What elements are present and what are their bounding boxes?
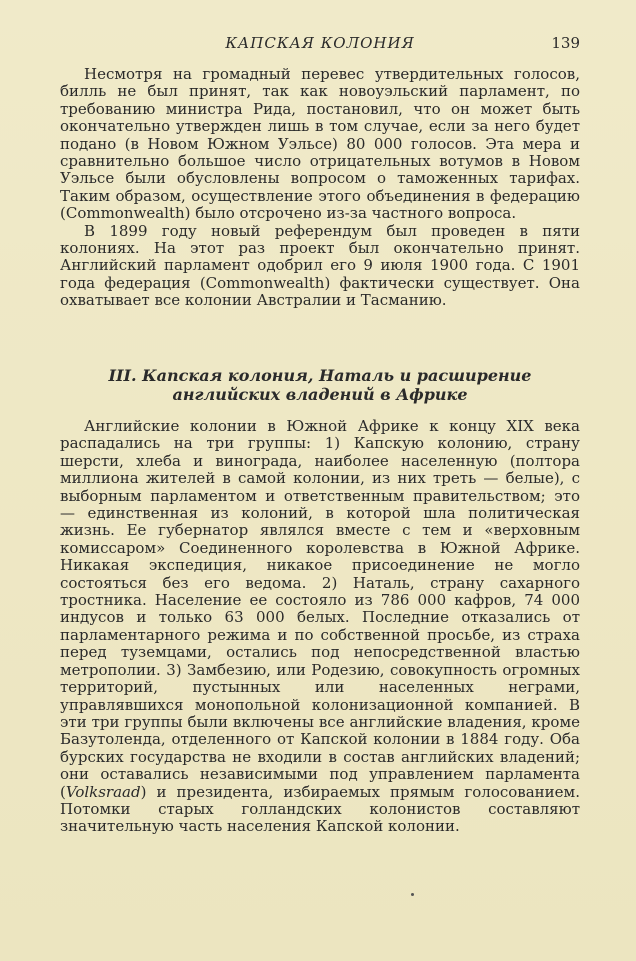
section-heading-line-2: английских владений в Африке xyxy=(172,385,468,404)
paragraph-3-part-1: Английские колонии в Южной Африке к концу XIX века распадались на три группы: 1) Капскую колонию, страну шерсти, хлеба и винограда, наиболее населенную (полтора миллиона жителей в самой колонии, из них треть — белые), с выборным парламентом и ответственным правительством; это — единственная из колоний, в которой шла политическая жизнь. Ее губернатор являлся вместе с тем и «верховным комиссаром» Соединенного королевства в Южной Африке. Никакая экспедиция, никакое присоединение не могло состояться без его ведома. 2) Наталь, страну сахарного тростника. Население ее состояло из 786 000 кафров, 74 000 индусов и только 63 000 белых. Последние отказались от парламентарного режима и по собственной просьбе, из страха перед туземцами, остались под непосредственной властью метрополии. 3) Замбезию, или Родезию, совокупность огромных территорий, пустынных или населенных неграми, управлявшихся монопольной колонизационной компанией. В эти три группы были включены все английские владения, кроме Базутоленда, отделенного от Капской колонии в 1884 году. Оба бурских государства не входили в состав английских владений; они оставались независимыми под управлением парламента ( xyxy=(60,417,580,801)
section-cape-text xyxy=(60,418,580,836)
running-title: КАПСКАЯ КОЛОНИЯ xyxy=(225,34,415,52)
volksraad-term: Volksraad xyxy=(65,782,141,801)
page-number: 139 xyxy=(551,34,580,52)
section-australia-text xyxy=(60,66,580,310)
paragraph-2: В 1899 году новый референдум был проведен в пяти колониях. На этот раз проект был окончательно принят. Английский парламент одобрил его 9 июля 1900 года. С 1901 года федерация (Commonwealth) фактически существует. Она охватывает все колонии Австралии и Тасманию. xyxy=(60,221,580,310)
section-heading-line-1: III. Капская колония, Наталь и расширение xyxy=(108,366,532,385)
paragraph-1: Несмотря на громадный перевес утвердительных голосов, билль не был принят, так как новоуэльский парламент, по требованию министра Рида, постановил, что он может быть окончательно утвержден лишь в том случае, если за него будет подано (в Новом Южном Уэльсе) 80 000 голосов. Эта мера и сравнительно большое число отрицательных вотумов в Новом Уэльсе были обусловлены вопросом о таможенных тарифах. Таким образом, осуществление этого объединения в федерацию (Commonwealth) было отсрочено из-за частного вопроса. xyxy=(60,65,580,223)
paragraph-3 xyxy=(60,418,580,836)
print-speck xyxy=(411,893,414,896)
paragraph-3-part-2: ) и президента, избираемых прямым голосованием. Потомки старых голландских колонистов составляют значительную часть населения Капской колонии. xyxy=(60,782,580,836)
section-heading xyxy=(60,366,580,404)
running-head xyxy=(60,34,580,56)
